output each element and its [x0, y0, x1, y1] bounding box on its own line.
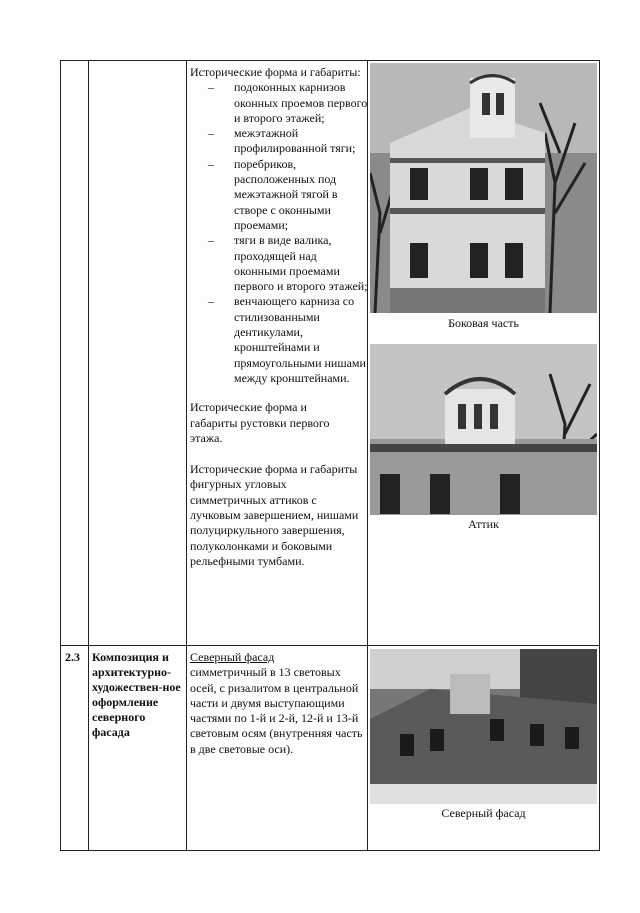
table-border-left [60, 60, 61, 851]
facade-title: Северный фасад [190, 650, 275, 664]
table-border-top [60, 60, 600, 61]
building-side-photo [370, 63, 597, 313]
table-border-right [599, 60, 600, 851]
list-item: – тяги в виде валика, проходящей над оконными проемами первого и второго этажей; [208, 233, 368, 294]
list-item: – подоконных карнизов оконных проемов первого и второго этажей; [208, 80, 368, 125]
row-number: 2.3 [65, 650, 80, 664]
features-intro: Исторические форма и габариты: [190, 65, 361, 79]
north-facade-caption: Северный фасад [441, 806, 526, 820]
attic-photo [370, 344, 597, 515]
table-col-divider-2 [186, 60, 187, 851]
facade-text: симметричный в 13 световых осей, с ризалитом в центральной части и двумя выступающими частями по 1-й и 2-й, 12-й и 13-й световым осям (внутренняя часть в две световые оси). [190, 665, 363, 756]
list-item: – венчающего карниза со стилизованными дентикулами, кронштейнами и прямоугольными нишами между кронштейнами. [208, 294, 366, 385]
section-heading: Композиция и архитектурно-художествен-ное оформление северного фасада [92, 650, 181, 739]
side-photo-caption: Боковая часть [448, 316, 519, 330]
attic-photo-caption: Аттик [468, 517, 499, 531]
attics-text: Исторические форма и габариты фигурных угловых симметричных аттиков с лучковым завершением, нишами полуциркульного завершения, полуколонками и боковыми рельефными тумбами. [190, 462, 359, 568]
facade-cell [190, 650, 364, 757]
table-col-divider-1 [88, 60, 89, 851]
list-item: – межэтажной профилированной тяги; [208, 126, 356, 156]
table-border-bottom [60, 850, 600, 851]
features-list [208, 80, 366, 386]
list-item: – поребриков, расположенных под межэтажной тягой в створе с оконными проемами; [208, 156, 338, 232]
features-cell [190, 65, 366, 569]
rustication-text: Исторические форма и габариты рустовки первого этажа. [190, 400, 330, 445]
table-row-divider [60, 645, 600, 646]
north-facade-photo [370, 649, 597, 804]
